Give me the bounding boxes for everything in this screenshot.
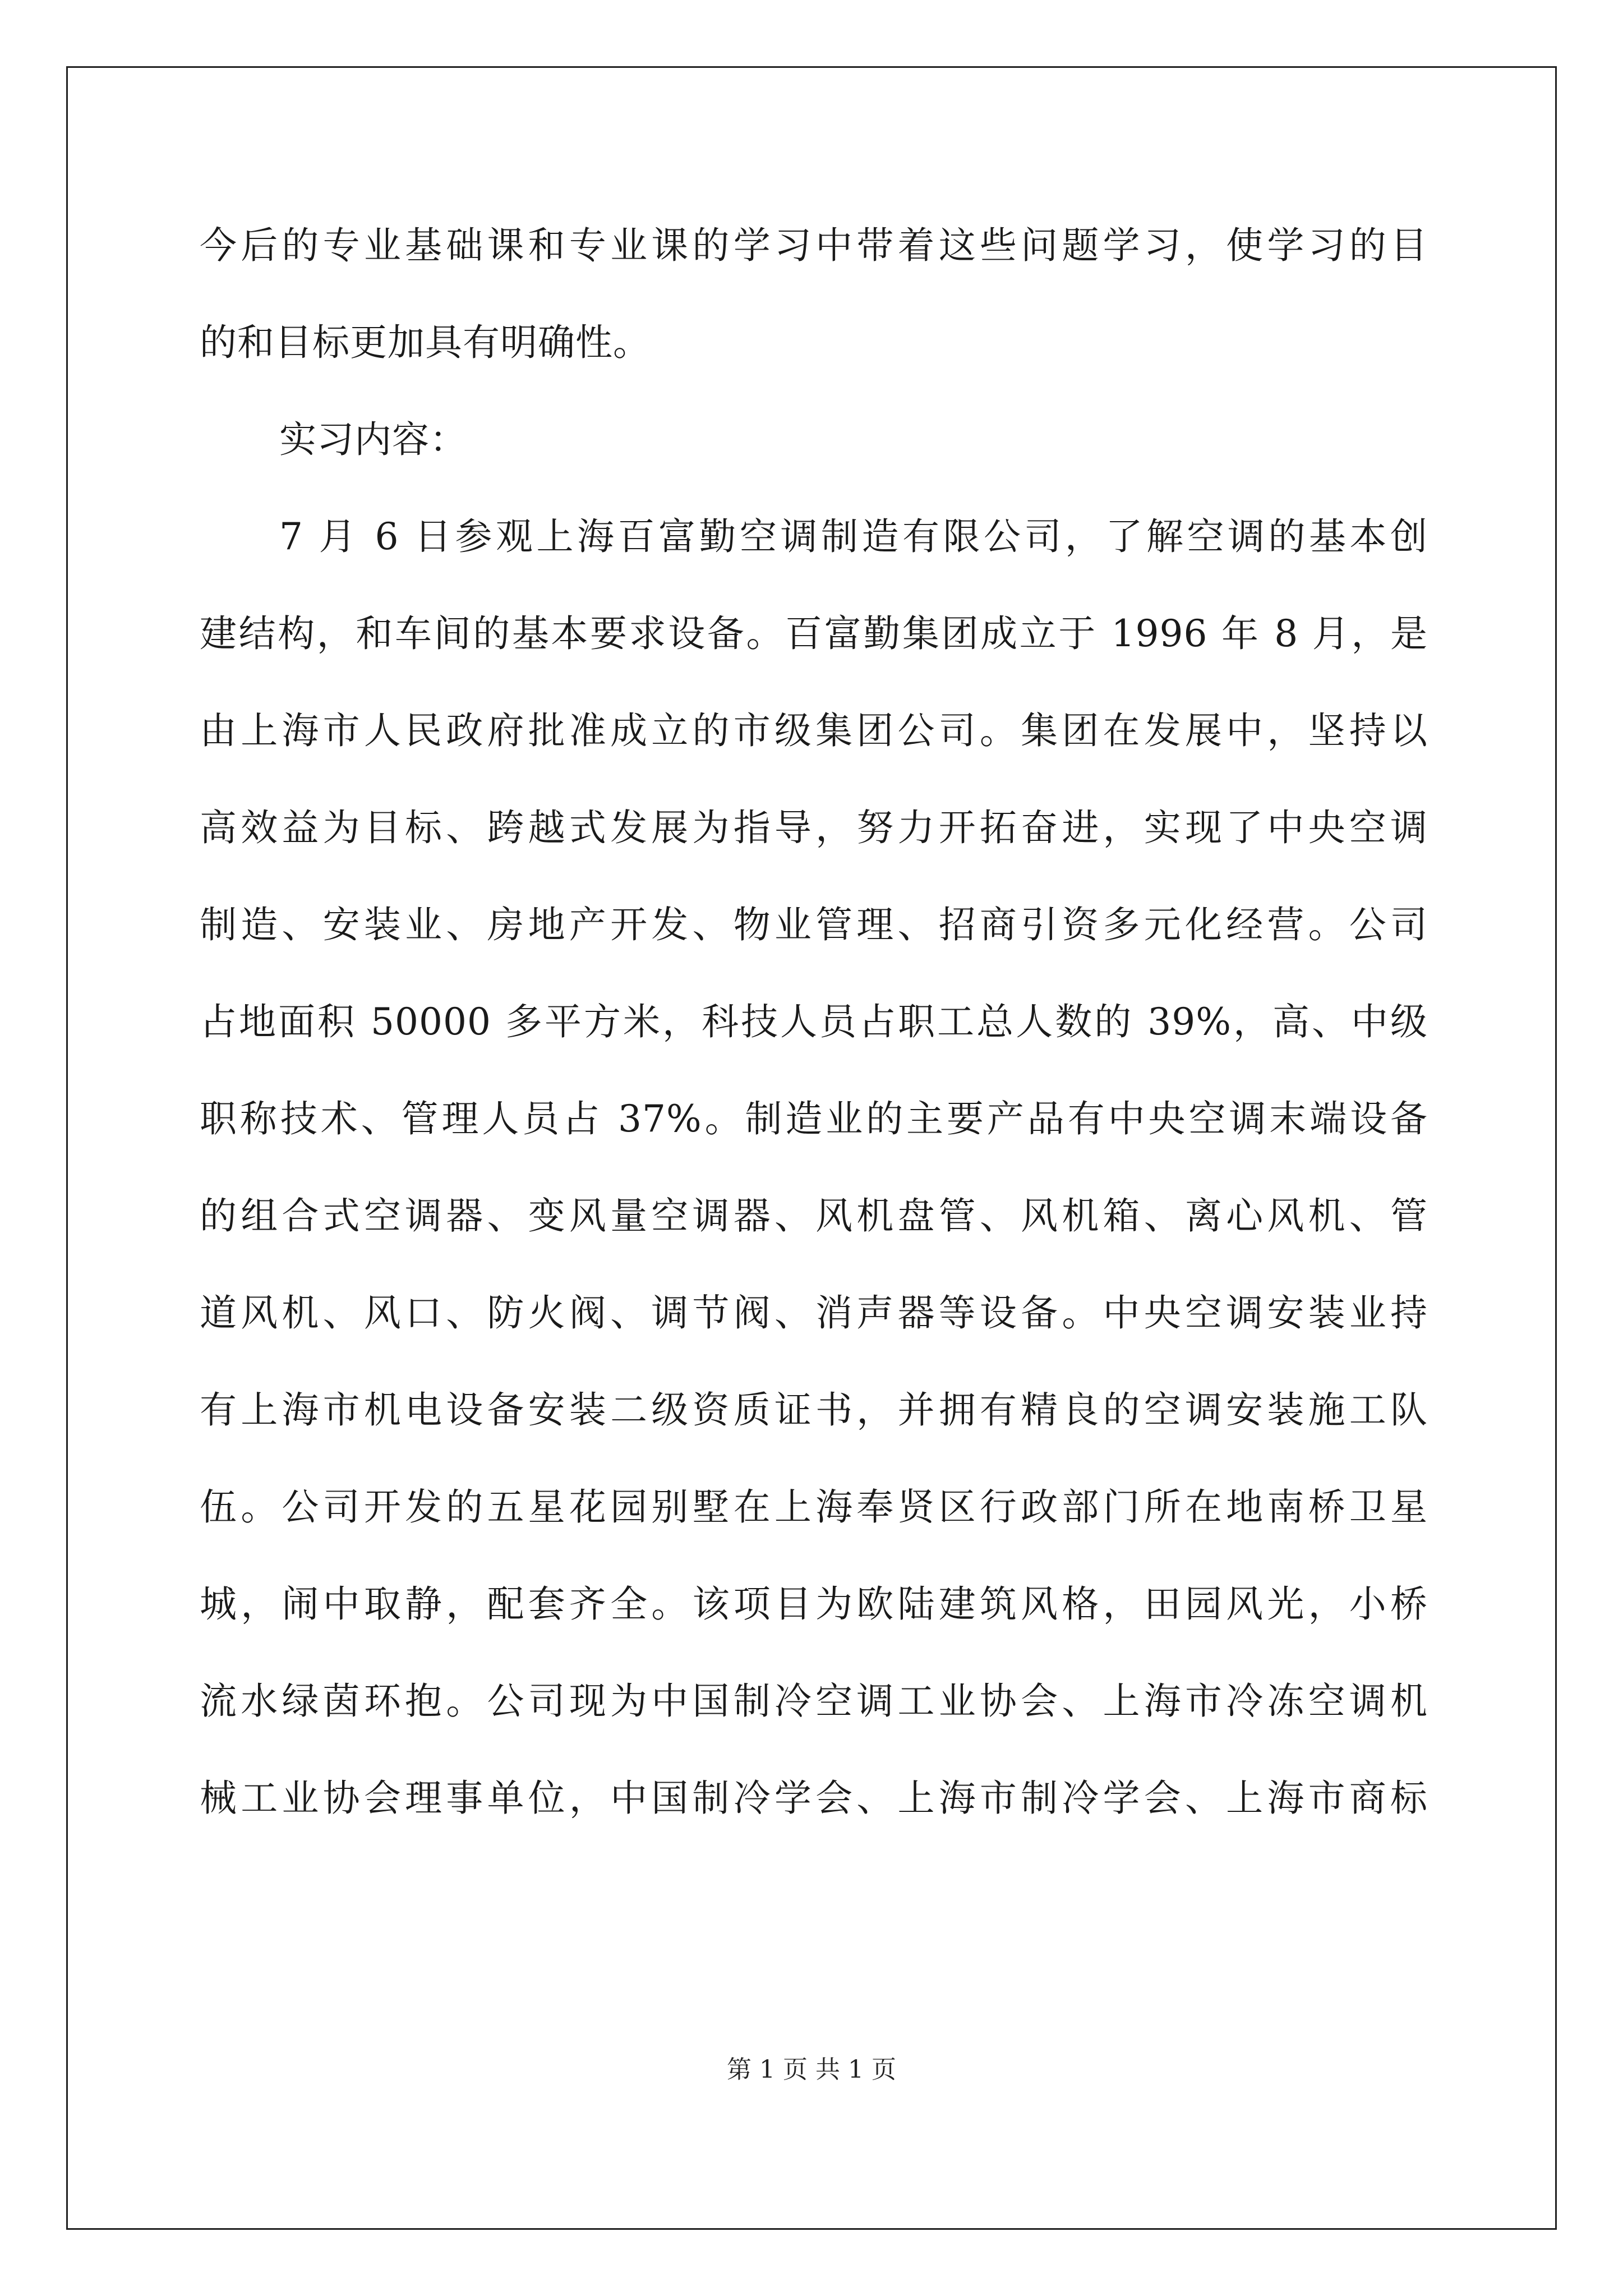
body-line: 职称技术、管理人员占 37%。制造业的主要产品有中央空调末端设备 <box>200 1097 1428 1140</box>
body-line: 的和目标更加具有明确性。 <box>200 321 651 364</box>
body-line: 城，闹中取静，配套齐全。该项目为欧陆建筑风格，田园风光，小桥 <box>200 1582 1428 1626</box>
body-line: 建结构，和车间的基本要求设备。百富勤集团成立于 1996 年 8 月，是 <box>200 612 1428 655</box>
body-line: 的组合式空调器、变风量空调器、风机盘管、风机箱、离心风机、管 <box>200 1194 1428 1237</box>
body-line: 制造、安装业、房地产开发、物业管理、招商引资多元化经营。公司 <box>200 903 1428 946</box>
body-line: 今后的专业基础课和专业课的学习中带着这些问题学习，使学习的目 <box>200 224 1428 267</box>
body-line: 由上海市人民政府批准成立的市级集团公司。集团在发展中，坚持以 <box>200 709 1428 752</box>
section-heading: 实习内容： <box>279 418 467 461</box>
body-line: 道风机、风口、防火阀、调节阀、消声器等设备。中央空调安装业持 <box>200 1291 1428 1335</box>
body-line: 有上海市机电设备安装二级资质证书，并拥有精良的空调安装施工队 <box>200 1388 1428 1432</box>
body-line: 高效益为目标、跨越式发展为指导，努力开拓奋进，实现了中央空调 <box>200 806 1428 849</box>
body-line: 占地面积 50000 多平方米，科技人员占职工总人数的 39%，高、中级 <box>200 1000 1428 1043</box>
body-line: 流水绿茵环抱。公司现为中国制冷空调工业协会、上海市冷冻空调机 <box>200 1680 1428 1723</box>
page-number-footer: 第 1 页 共 1 页 <box>727 2055 896 2084</box>
body-line: 7 月 6 日参观上海百富勤空调制造有限公司，了解空调的基本创 <box>279 515 1428 558</box>
body-line: 伍。公司开发的五星花园别墅在上海奉贤区行政部门所在地南桥卫星 <box>200 1485 1428 1529</box>
body-line: 械工业协会理事单位，中国制冷学会、上海市制冷学会、上海市商标 <box>200 1777 1428 1820</box>
document-body <box>200 212 1428 1862</box>
